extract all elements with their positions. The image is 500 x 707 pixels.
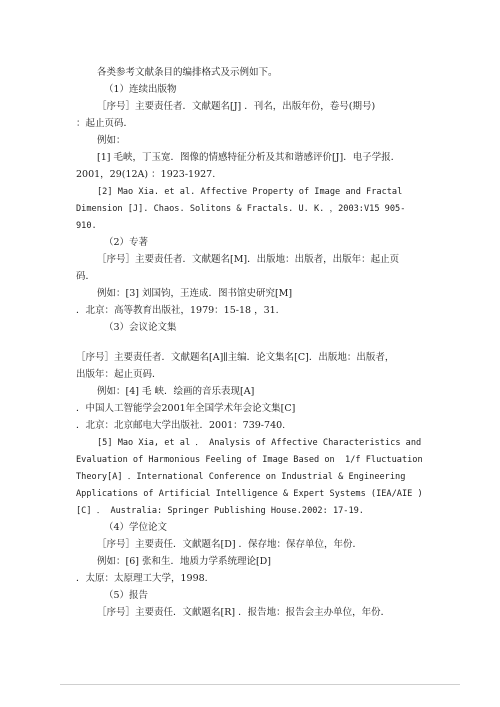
example-line-cont: ．北京：高等教育出版社，1979：15-18 ，31. [76,305,279,316]
example-line-cont: ．太原：太原理工大学，1998. [76,573,208,584]
reference-line-cont: Evaluation of Harmonious Feeling of Image Based on 1/f Fluctuation [76,455,423,465]
reference-line-cont: Dimension [J]. Chaos. Solitons & Fractals. U. K. ，2003:V15 905- [76,204,406,214]
reference-line-cont: Applications of Artificial Intelligence & Expert Systems (IEA/AIE ) [76,489,423,499]
format-line-cont: ：起止页码． [76,118,134,129]
reference-line: [2] Mao Xia. et al. Affective Property of Image and Fractal [97,187,403,197]
format-line: ［序号］主要责任．文献题名[D] ．保存地：保存单位，年份． [97,539,363,550]
reference-line: [1] 毛峡，丁玉宽．图像的情感特征分析及其和谐感评价[J]．电子学报． [97,152,401,163]
section-heading-proceedings: （3）会议论文集 [104,322,177,333]
section-heading-report: （5）报告 [104,590,149,601]
format-line: ［序号］主要责任者．文献题名[A]∥主编．论文集名[C]．出版地：出版者， [76,352,395,363]
reference-line-cont: [C] ． Australia: Springer Publishing House.2002: 17-19. [76,506,364,516]
reference-line-cont: Theory[A] ．International Conference on Industrial & Engineering [76,472,406,482]
example-line-cont: ．北京：北京邮电大学出版社．2001：739-740. [76,420,286,431]
reference-line-cont: 910. [76,221,97,231]
section-heading-thesis: （4）学位论文 [104,522,168,533]
example-label: 例如： [97,135,126,146]
format-line-cont: 出版年：起止页码． [76,369,162,380]
section-heading-serial: （1）连续出版物 [104,84,177,95]
format-line: ［序号］主要责任者．文献题名[M]．出版地：出版者，出版年：起止页 [97,254,400,265]
format-line: ［序号］主要责任．文献题名[R] ．报告地：报告会主办单位，年份． [97,607,391,618]
format-line: ［序号］主要责任者．文献题名[J] ．刊名，出版年份，卷号(期号) [97,101,376,112]
format-line-cont: 码． [76,271,96,282]
reference-line: [5] Mao Xia, et al ． Analysis of Affective Characteristics and [97,438,422,448]
reference-line-cont: 2001，29(12A) ：1923-1927. [76,169,216,180]
intro-line: 各类参考文献条目的编排格式及示例如下。 [97,67,278,78]
example-line: 例如：[6] 张和生．地质力学系统理论[D] [97,556,272,567]
example-line-cont: ．中国人工智能学会2001年全国学术年会论文集[C] [76,403,296,414]
section-heading-monograph: （2）专著 [104,237,149,248]
example-line: 例如：[4] 毛 峡．绘画的音乐表现[A] [97,386,255,397]
footer-divider [60,684,460,685]
example-line: 例如：[3] 刘国钧，王连成．图书馆史研究[M] [97,288,293,299]
